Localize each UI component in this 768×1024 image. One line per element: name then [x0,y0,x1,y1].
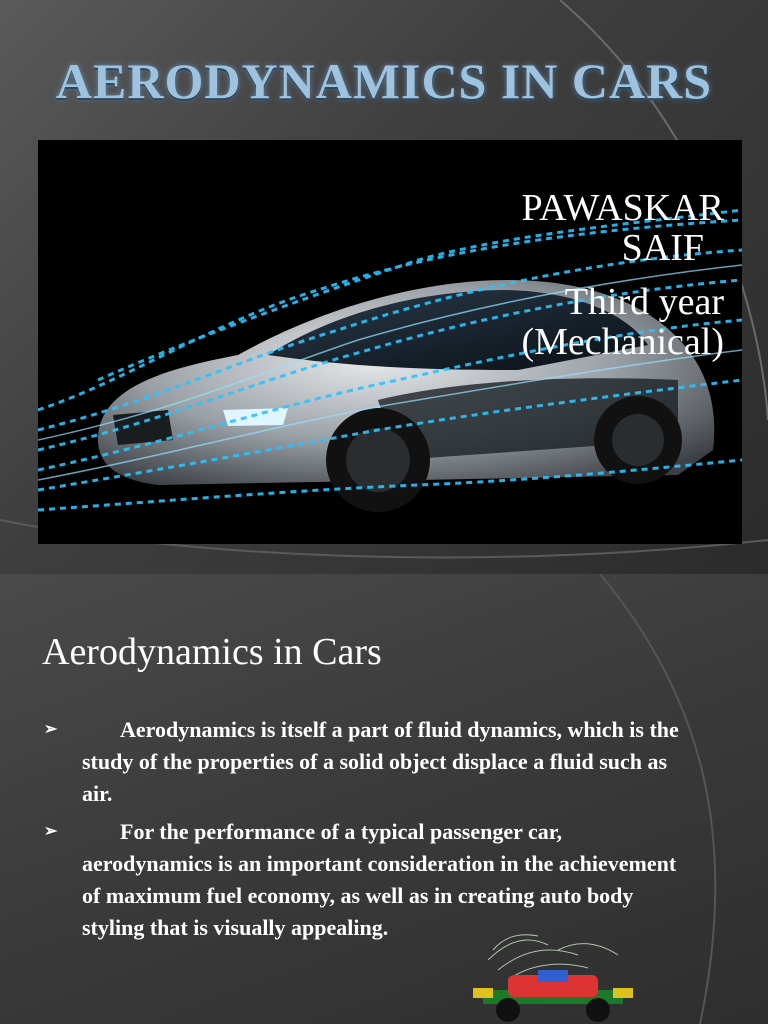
author-line: SAIF [621,227,704,269]
car-airflow-image [38,140,742,544]
author-line: (Mechanical) [521,321,724,363]
slide-title: AERODYNAMICS IN CARS [55,53,713,109]
author-line: PAWASKAR [521,187,724,229]
bullet-text: For the performance of a typical passenger car, aerodynamics is an important consideration in the achievement of maximum fuel economy, as well as in creating auto body styling that is visually appealing. [82,819,677,940]
list-item [44,714,684,810]
arrow-bullet-icon: ➢ [44,721,58,738]
author-line: Third year [564,281,724,323]
bullet-text: Aerodynamics is itself a part of fluid dynamics, which is the study of the properties of a solid object displace a fluid such as air. [82,717,679,806]
bullet-list [44,714,684,950]
arrow-bullet-icon: ➢ [44,823,58,840]
author-block [464,188,724,362]
race-car-cfd-icon [468,930,638,1024]
slide-title: Aerodynamics in Cars [42,631,382,673]
list-item [44,816,684,944]
